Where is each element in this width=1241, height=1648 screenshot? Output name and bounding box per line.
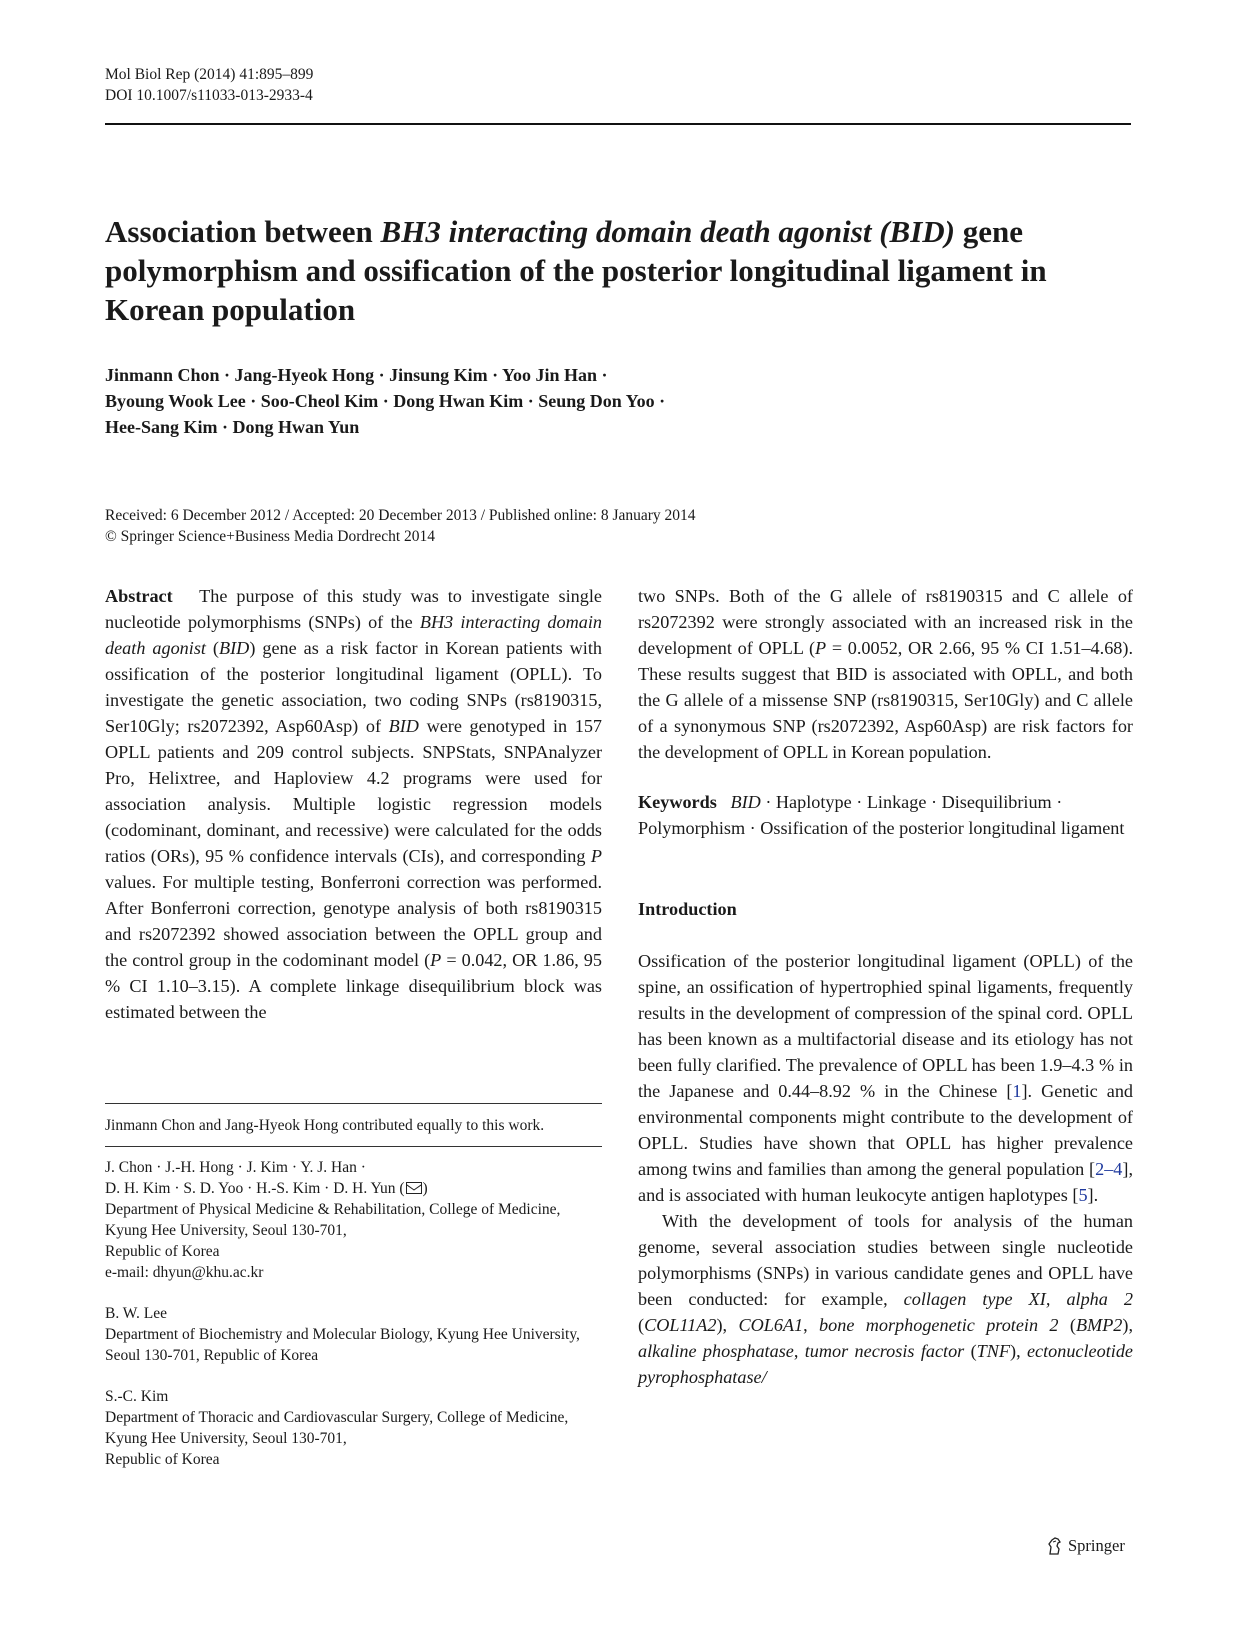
intro-paragraph [638,1208,1133,1390]
abstract-text: ( [205,638,219,658]
title-text-rest: gene polymorphism and ossification of the posterior longitudinal ligament in Korean population [105,214,1047,327]
gene-symbol: COL6A1 [738,1315,804,1335]
intro-text: ( [1058,1315,1076,1335]
citation-link[interactable]: 5 [1078,1185,1088,1205]
intro-text: ]. [1087,1185,1099,1205]
affiliation-authors-text: ) [422,1180,428,1197]
intro-paragraph [638,948,1133,1208]
envelope-icon [406,1182,422,1194]
publisher-name: Springer [1068,1536,1125,1555]
journal-header [105,64,313,106]
affiliation-department: Department of Biochemistry and Molecular Biology, Kyung Hee University, Seoul 130-701, Republic of Korea [105,1326,580,1364]
header-rule [105,123,1131,125]
affiliation-1 [105,1147,602,1283]
affiliation-authors: B. W. Lee [105,1305,167,1322]
gene-symbol: BID [219,638,250,658]
affiliation-authors [105,1178,602,1199]
intro-text: With the development of tools for analysis of the human genome, several association studies between single nucleotide polymorphisms (SNPs) in various candidate genes and OPLL have been conducted: for example, [638,1211,1133,1309]
intro-text: ]. Genetic and environmental components might contribute to the development of OPLL. Studies have shown that OPLL has higher prevalence among twins and families than among the general population [ [638,1081,1134,1179]
springer-horse-icon [1046,1536,1064,1556]
keyword: BID [730,792,761,812]
left-column [105,583,602,1025]
intro-text: ), [716,1315,739,1335]
gene-symbol: BMP2 [1075,1315,1123,1335]
paper-title [105,212,1125,329]
affiliation-department: Department of Thoracic and Cardiovascular Surgery, College of Medicine, Kyung Hee University, Seoul 130-701, [105,1409,569,1447]
affiliation-authors: S.-C. Kim [105,1388,169,1405]
abstract-text: = 0.042, OR 1.86, 95 % CI 1.10–3.15). A complete linkage disequilibrium block was estimated between the [105,950,602,1022]
gene-symbol: COL11A2 [644,1315,717,1335]
affiliation-country: Republic of Korea [105,1451,220,1468]
p-symbol: P [815,638,827,658]
gene-name: BH3 interacting domain death agonist [105,612,602,658]
corresponding-email[interactable]: e-mail: dhyun@khu.ac.kr [105,1264,264,1281]
abstract-text: two SNPs. Both of the G allele of rs8190315 and C allele of rs2072392 were strongly associated with an increased risk in the development of OPLL ( [638,586,1133,658]
intro-text: , [793,1341,805,1361]
gene-name: ectonucleotide pyrophosphatase/ [638,1341,1133,1387]
keywords-label: Keywords [638,792,717,812]
intro-text: ( [638,1315,645,1335]
gene-name: collagen type XI, alpha 2 [903,1289,1134,1309]
journal-citation: Mol Biol Rep (2014) 41:895–899 [105,66,314,83]
gene-name: alkaline phosphatase [638,1341,794,1361]
intro-text: , [803,1315,820,1335]
intro-text: ), [1010,1341,1027,1361]
author-list [105,362,1005,440]
publication-dates [105,505,696,547]
right-column [638,583,1133,1390]
spacer [105,1283,602,1303]
abstract-continuation [638,583,1133,765]
gene-symbol: TNF [976,1341,1011,1361]
p-symbol: P [590,846,602,866]
publisher-logo [1046,1535,1125,1557]
intro-text: ), [1122,1315,1134,1335]
author-line: Jinmann Chon · Jang-Hyeok Hong · Jinsung Kim · Yoo Jin Han · [105,365,608,385]
intro-text: Ossification of the posterior longitudinal ligament (OPLL) of the spine, an ossification of hypertrophied spinal ligaments, frequently results in the development of compression of the spinal cord. OPLL has been known as a multifactorial disease and its etiology has not been fully clarified. The prevalence of OPLL has been 1.9–4.3 % in the Japanese and 0.44–8.92 % in the Chinese [ [638,951,1133,1101]
keyword-list: · Haplotype · Linkage · Disequilibrium · Polymorphism · Ossification of the posterior longitudinal ligament [638,792,1125,838]
citation-link[interactable]: 1 [1012,1081,1022,1101]
citation-link[interactable]: 2–4 [1095,1159,1123,1179]
date-history: Received: 6 December 2012 / Accepted: 20 December 2013 / Published online: 8 January 2014 [105,507,696,524]
journal-doi: DOI 10.1007/s11033-013-2933-4 [105,87,313,104]
footnotes [105,1103,602,1470]
gene-name: bone morphogenetic protein 2 [819,1315,1059,1335]
author-line: Byoung Wook Lee · Soo-Cheol Kim · Dong Hwan Kim · Seung Don Yoo · [105,391,666,411]
equal-contribution-note: Jinmann Chon and Jang-Hyeok Hong contributed equally to this work. [105,1117,545,1134]
keywords [638,789,1133,841]
spacer [105,1366,602,1386]
title-text: Association between [105,214,381,249]
abstract-text: values. For multiple testing, Bonferroni correction was performed. After Bonferroni correction, genotype analysis of both rs8190315 and rs2072392 showed association between the OPLL group and the control group in the codominant model ( [105,872,602,970]
affiliation-department: Department of Physical Medicine & Rehabilitation, College of Medicine, Kyung Hee University, Seoul 130-701, [105,1201,561,1239]
affiliation-3 [105,1386,602,1470]
abstract-text: = 0.0052, OR 2.66, 95 % CI 1.51–4.68). These results suggest that BID is associated with OPLL, and both the G allele of a missense SNP (rs8190315, Ser10Gly) and C allele of a synonymous SNP (rs2072392, Asp60Asp) are risk factors for the development of OPLL in Korean population. [638,638,1133,762]
intro-text: ], and is associated with human leukocyte antigen haplotypes [ [638,1159,1133,1205]
author-line: Hee-Sang Kim · Dong Hwan Yun [105,417,360,437]
gene-name: tumor necrosis factor [804,1341,965,1361]
abstract-text: were genotyped in 157 OPLL patients and 209 control subjects. SNPStats, SNPAnalyzer Pro, Helixtree, and Haploview 4.2 programs were used for association analysis. Multiple logistic regression models (codominant, dominant, and recessive) were calculated for the odds ratios (ORs), 95 % confidence intervals (CIs), and corresponding [105,716,603,866]
abstract-text: ) gene as a risk factor in Korean patients with ossification of the posterior longitudinal ligament (OPLL). To investigate the genetic association, two coding SNPs (rs8190315, Ser10Gly; rs2072392, Asp60Asp) of [105,638,603,736]
abstract-label: Abstract [105,586,173,606]
gene-symbol: BID [388,716,419,736]
abstract-text: The purpose of this study was to investigate single nucleotide polymorphisms (SNPs) of the [105,586,603,632]
affiliation-authors: J. Chon · J.-H. Hong · J. Kim · Y. J. Han · [105,1159,366,1176]
abstract-paragraph [105,583,602,1025]
affiliation-2 [105,1303,602,1366]
intro-text: ( [964,1341,977,1361]
introduction-heading: Introduction [638,899,737,919]
affiliation-country: Republic of Korea [105,1243,220,1260]
affiliation-authors-text: D. H. Kim · S. D. Yoo · H.-S. Kim · D. H. Yun ( [105,1180,405,1197]
copyright: © Springer Science+Business Media Dordrecht 2014 [105,528,436,545]
p-symbol: P [430,950,442,970]
title-gene-name: BH3 interacting domain death agonist (BID) [380,214,955,249]
